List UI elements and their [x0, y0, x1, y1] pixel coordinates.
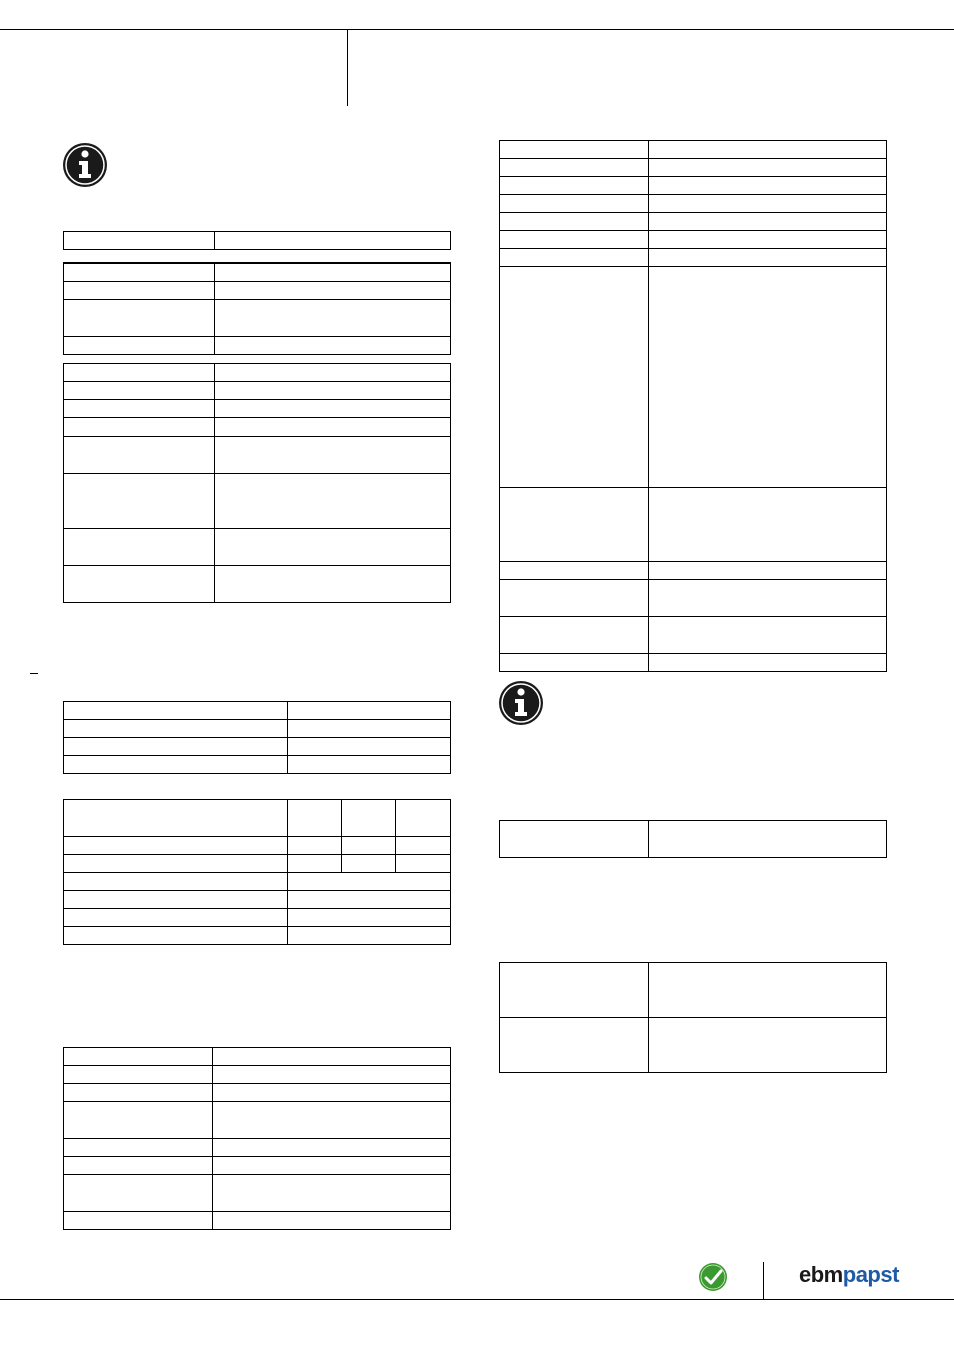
spec-table-2 — [63, 262, 451, 355]
header-rule — [0, 29, 954, 30]
spec-table-3 — [63, 363, 451, 603]
table-cell — [64, 855, 288, 873]
table-cell — [649, 1018, 887, 1073]
spec-table-8 — [499, 820, 887, 858]
table-cell — [213, 1139, 451, 1157]
footer-rule — [0, 1299, 954, 1300]
table-cell — [500, 267, 649, 488]
table-cell — [64, 873, 288, 891]
table-cell — [64, 756, 288, 774]
table-cell — [213, 1066, 451, 1084]
table-cell — [64, 232, 215, 250]
table-cell — [215, 336, 451, 354]
table-cell — [288, 909, 451, 927]
table-cell — [64, 1157, 213, 1175]
table-cell — [64, 891, 288, 909]
table-cell — [215, 400, 451, 418]
info-icon — [62, 142, 108, 188]
table-cell — [64, 437, 215, 474]
table-cell — [649, 159, 887, 177]
table-cell — [500, 141, 649, 159]
table-cell — [64, 418, 215, 437]
table-cell — [649, 267, 887, 488]
table-cell — [64, 800, 288, 837]
table-cell — [500, 177, 649, 195]
table-cell — [288, 891, 451, 909]
table-cell — [64, 364, 215, 382]
table-cell — [64, 263, 215, 281]
table-cell — [288, 837, 342, 855]
table-cell — [64, 1139, 213, 1157]
table-cell — [213, 1048, 451, 1066]
table-cell — [500, 159, 649, 177]
table-cell — [215, 232, 451, 250]
table-cell — [213, 1102, 451, 1139]
table-cell — [500, 617, 649, 654]
table-cell — [500, 249, 649, 267]
table-cell — [649, 231, 887, 249]
table-cell — [342, 800, 396, 837]
brand-logo: ebmpapst — [799, 1262, 899, 1287]
table-cell — [64, 281, 215, 299]
table-cell — [215, 529, 451, 566]
table-cell — [64, 927, 288, 945]
table-cell — [649, 562, 887, 580]
spec-table-4 — [63, 701, 451, 774]
table-cell — [64, 299, 215, 336]
table-cell — [649, 821, 887, 858]
table-cell — [649, 963, 887, 1018]
table-cell — [64, 1175, 213, 1212]
table-cell — [288, 720, 451, 738]
table-cell — [64, 400, 215, 418]
table-cell — [649, 213, 887, 231]
table-cell — [213, 1084, 451, 1102]
table-cell — [500, 213, 649, 231]
table-cell — [64, 909, 288, 927]
table-cell — [649, 195, 887, 213]
table-cell — [64, 529, 215, 566]
table-cell — [500, 654, 649, 672]
table-cell — [215, 418, 451, 437]
table-cell — [213, 1175, 451, 1212]
table-cell — [64, 837, 288, 855]
spec-table-1 — [63, 231, 451, 250]
green-tech-checkmark-icon — [698, 1262, 728, 1292]
table-cell — [649, 177, 887, 195]
table-cell — [500, 821, 649, 858]
table-cell — [64, 1212, 213, 1230]
table-cell — [500, 963, 649, 1018]
table-cell — [288, 855, 342, 873]
table-cell — [213, 1157, 451, 1175]
table-cell — [500, 488, 649, 562]
table-cell — [215, 263, 451, 281]
spec-table-7 — [499, 140, 887, 672]
table-cell — [288, 702, 451, 720]
table-cell — [64, 336, 215, 354]
table-cell — [288, 873, 451, 891]
table-cell — [64, 720, 288, 738]
table-cell — [649, 249, 887, 267]
spec-table-9 — [499, 962, 887, 1073]
table-cell — [500, 1018, 649, 1073]
table-cell — [288, 800, 342, 837]
table-cell — [342, 855, 396, 873]
table-cell — [288, 927, 451, 945]
table-cell — [500, 580, 649, 617]
table-cell — [64, 1066, 213, 1084]
margin-mark — [30, 673, 38, 674]
table-cell — [649, 141, 887, 159]
table-cell — [215, 281, 451, 299]
table-cell — [396, 837, 451, 855]
spec-table-6 — [63, 1047, 451, 1230]
spec-table-5 — [63, 799, 451, 945]
table-cell — [215, 364, 451, 382]
table-cell — [215, 299, 451, 336]
table-cell — [64, 474, 215, 529]
table-cell — [649, 488, 887, 562]
table-cell — [215, 474, 451, 529]
table-cell — [64, 702, 288, 720]
info-icon — [498, 680, 544, 726]
table-cell — [64, 1102, 213, 1139]
table-cell — [649, 580, 887, 617]
table-cell — [64, 1084, 213, 1102]
table-cell — [215, 437, 451, 474]
table-cell — [288, 756, 451, 774]
table-cell — [500, 231, 649, 249]
table-cell — [215, 382, 451, 400]
table-cell — [649, 654, 887, 672]
table-cell — [396, 855, 451, 873]
header-divider — [347, 29, 348, 106]
table-cell — [396, 800, 451, 837]
table-cell — [500, 562, 649, 580]
table-cell — [64, 566, 215, 603]
table-cell — [215, 566, 451, 603]
table-cell — [288, 738, 451, 756]
table-cell — [342, 837, 396, 855]
table-cell — [64, 382, 215, 400]
table-cell — [213, 1212, 451, 1230]
table-cell — [64, 738, 288, 756]
footer-divider — [763, 1262, 764, 1300]
table-cell — [500, 195, 649, 213]
table-cell — [649, 617, 887, 654]
table-cell — [64, 1048, 213, 1066]
